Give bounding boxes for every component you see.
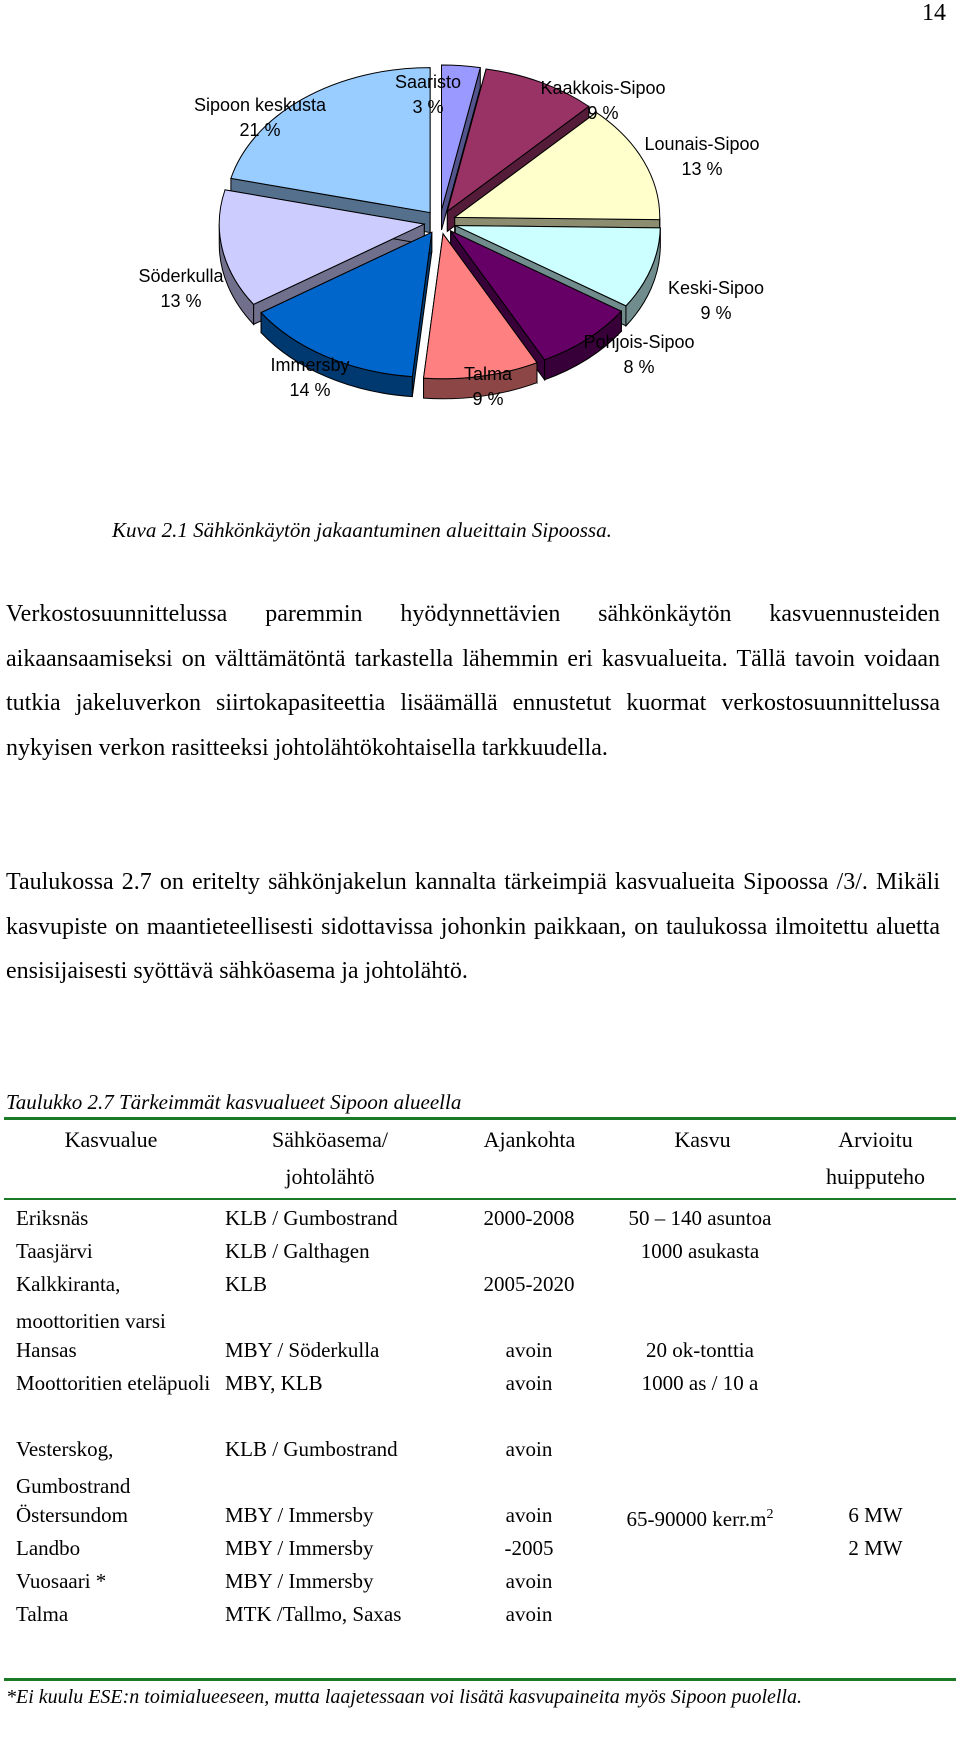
slice-label: Lounais-Sipoo — [644, 134, 760, 154]
table-cell: 50 – 140 asuntoa — [628, 1206, 772, 1230]
table-cell: Eriksnäs — [16, 1206, 89, 1230]
table-cell: Kalkkiranta, moottoritien varsi — [16, 1272, 166, 1333]
table-top-rule — [4, 1117, 956, 1120]
slice-label: Sipoon keskusta — [193, 95, 327, 115]
table-cell: MBY / Immersby — [225, 1569, 374, 1593]
slice-value-label: 9 % — [472, 389, 504, 409]
slice-label: Immersby — [270, 355, 350, 375]
table-cell: 6 MW — [848, 1503, 903, 1527]
table-title: Taulukko 2.7 Tärkeimmät kasvualueet Sipoon alueella — [6, 1090, 462, 1114]
table-cell: 2005-2020 — [483, 1272, 575, 1296]
slice-value-label: 13 % — [681, 159, 723, 179]
table-cell: Östersundom — [16, 1503, 128, 1527]
table-cell: Vesterskog, Gumbostrand — [16, 1437, 131, 1498]
table-header-cell: Kasvualue — [64, 1127, 158, 1152]
paragraph-2: Taulukossa 2.7 on eritelty sähkönjakelun kannalta tärkeimpiä kasvualueita Sipoossa /3/. Mikäli kasvupiste on maantieteellisesti sidottavissa johonkin paikkaan, on taulukossa ilmoitettu aluetta ensisijaisesti syöttävä sähköasema ja johtolähtö. — [6, 869, 940, 984]
table-header-cell: Sähköasema/ johtolähtö — [271, 1127, 389, 1189]
table-cell: MBY / Immersby — [225, 1503, 374, 1527]
table-cell: avoin — [505, 1371, 553, 1395]
table-cell: avoin — [505, 1569, 553, 1593]
slice-label: Talma — [463, 364, 513, 384]
table-cell: Hansas — [16, 1338, 77, 1362]
slice-value-label: 9 % — [587, 103, 619, 123]
table-cell: MBY / Söderkulla — [225, 1338, 380, 1362]
table-cell: 65-90000 $kerr.m^2$ — [626, 1507, 774, 1531]
slice-value-label: 21 % — [239, 120, 281, 140]
table-cell: Talma — [16, 1602, 69, 1626]
slice-value-label: 8 % — [623, 357, 655, 377]
slice-value-label: 13 % — [160, 291, 202, 311]
table-cell: Landbo — [16, 1536, 81, 1560]
table-cell: MBY, KLB — [225, 1371, 323, 1395]
slice-value-label: 9 % — [700, 303, 732, 323]
table-cell: avoin — [505, 1602, 553, 1626]
table-cell: avoin — [505, 1503, 553, 1527]
superscript: 2 — [766, 1507, 774, 1522]
table-cell: avoin — [505, 1437, 553, 1461]
table-cell: MBY / Immersby — [225, 1536, 374, 1560]
table-cell: 2000-2008 — [483, 1206, 575, 1230]
figure-caption: Kuva 2.1 Sähkönkäytön jakaantuminen alueittain Sipoossa. — [112, 518, 612, 542]
slice-label: Söderkulla — [138, 266, 224, 286]
table-cell: 20 ok-tonttia — [646, 1338, 754, 1362]
table-footnote: *Ei kuulu ESE:n toimialueeseen, mutta laajetessaan voi lisätä kasvupaineita myös Sipoon puolella. — [6, 1686, 802, 1708]
slice-value-label: 3 % — [412, 97, 444, 117]
table-header-cell: Arvioitu huipputeho — [826, 1127, 925, 1189]
pie-chart — [0, 0, 960, 460]
table-cell: KLB / Gumbostrand — [225, 1437, 398, 1461]
table-cell: KLB / Galthagen — [225, 1239, 370, 1263]
slice-value-label: 14 % — [289, 380, 331, 400]
table-cell: -2005 — [504, 1536, 554, 1560]
table-cell: 1000 asukasta — [640, 1239, 760, 1263]
slice-label: Pohjois-Sipoo — [583, 332, 695, 352]
slice-label: Saaristo — [394, 72, 462, 92]
table-cell: avoin — [505, 1338, 553, 1362]
table-header-cell: Ajankohta — [483, 1127, 576, 1152]
table-cell: KLB / Gumbostrand — [225, 1206, 398, 1230]
table-cell: Moottoritien eteläpuoli — [16, 1371, 211, 1395]
table-cell: Vuosaari * — [16, 1569, 107, 1593]
slice-label: Keski-Sipoo — [667, 278, 765, 298]
table-cell: 2 MW — [848, 1536, 903, 1560]
page-number: 14 — [922, 0, 946, 26]
table-cell: MTK /Tallmo, Saxas — [225, 1602, 402, 1626]
table-cell: KLB — [225, 1272, 267, 1296]
table-header-cell: Kasvu — [674, 1127, 731, 1152]
paragraph-1: Verkostosuunnittelussa paremmin hyödynnettävien sähkönkäytön kasvuennusteiden aikaansaamiseksi on välttämätöntä tarkastella lähemmin eri kasvualueita. Tällä tavoin voidaan tutkia jakeluverkon siirtokapasiteettia lisäämällä ennustetut kuormat verkostosuunnittelussa nykyisen verkon rasitteeksi johtolähtökohtaisella tarkkuudella. — [6, 601, 940, 761]
table-cell: 1000 as / 10 a — [641, 1371, 759, 1395]
slice-label: Kaakkois-Sipoo — [540, 78, 666, 98]
table-cell: Taasjärvi — [16, 1239, 93, 1263]
